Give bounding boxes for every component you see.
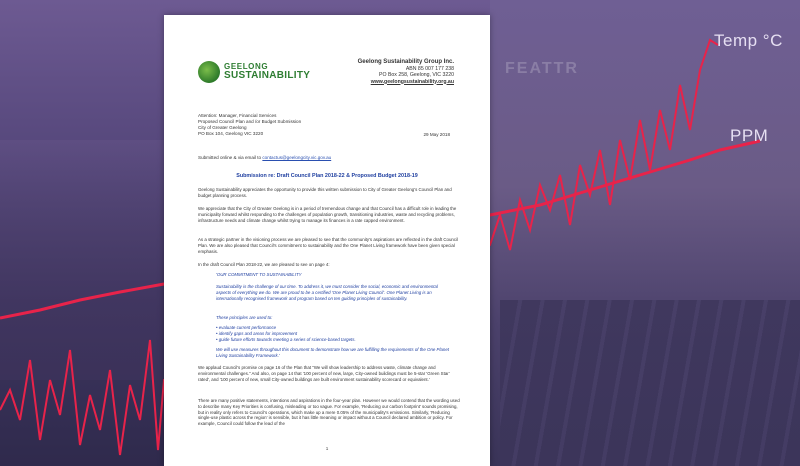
- address-line: Attention: Manager, Financial Services: [198, 113, 277, 118]
- body-paragraph: We applaud Council's promise on page 16 of the Plan that "We will show leadership to address waste, climate change and environmental challenges." And also, on page 14 that '100 percent of new, large, City-owned buildings must be 5-star 'Green Star' rated', and '100 percent of new, small City-owned buildings are built environment sustainability scorecard or equivalent.': [198, 365, 450, 382]
- logo-line2: SUSTAINABILITY: [224, 70, 311, 81]
- submitted-prefix: Submitted online & via email to: [198, 155, 263, 160]
- page-number: 1: [325, 446, 329, 451]
- submission-document: [164, 15, 490, 466]
- quote-closing: We will use measures throughout this document to demonstrate how we are fulfilling the requirements of the One Planet Living Sustainability Framework.': [216, 347, 449, 358]
- body-paragraph: In the draft Council Plan 2018-22, we are pleased to see on page 4:: [198, 262, 330, 267]
- temp-label: Temp °C: [714, 31, 783, 50]
- subject-heading: Submission re: Draft Council Plan 2018-22 & Proposed Budget 2018-19: [236, 173, 418, 179]
- letter-date: 29 May 2018: [423, 132, 450, 137]
- org-name: Geelong Sustainability Group Inc.: [357, 59, 454, 65]
- address-line: PO Box 104, Geelong VIC 3220: [198, 131, 264, 136]
- quote-bullet: • evaluate current performance: [216, 325, 277, 330]
- background-sign-text: FEATTR: [505, 60, 579, 77]
- globe-icon: [198, 61, 220, 83]
- quote-bullet: • identify gaps and areas for improvement: [216, 331, 298, 336]
- body-paragraph: Geelong Sustainability appreciates the opportunity to provide this written submission to City of Greater Geelong's Council Plan and budget planning process.: [198, 187, 452, 198]
- quote-heading: 'OUR COMMITMENT TO SUSTAINABILITY: [216, 272, 302, 277]
- quote-body: Sustainability is the challenge of our time. To address it, we must consider the social, economic and environmental aspects of everything we do. We are proud to be a certified 'One Planet Living Council'. One Planet Living is an internationally recognised framework and program based on ten guiding principles of sustainability.: [216, 284, 438, 301]
- org-po: PO Box 258, Geelong, VIC 3220: [379, 72, 454, 78]
- org-abn: ABN 85 007 177 238: [405, 65, 454, 72]
- geelong-sustainability-logo: [198, 61, 326, 85]
- quote-bullet: • guide future efforts towards meeting a series of science-based targets.: [216, 337, 356, 342]
- submitted-line: [198, 155, 331, 160]
- council-email-link[interactable]: contactus@geelongcity.vic.gov.au: [262, 155, 332, 160]
- org-details: [358, 59, 454, 85]
- body-paragraph: We appreciate that the City of Greater Geelong is in a period of tremendous change and that Council has a difficult role in leading the municipality forward whilst responding to the challenges of population growth, transitioning industries, waste and recycling problems, infrastructure needs and climate change whilst trying to manage its finances in a rate capped environment.: [198, 206, 457, 223]
- body-paragraph: As a strategic partner in the visioning process we are pleased to see that the community's aspirations are reflected in the draft Council Plan. We are also pleased that Council's commitment to sustainability and the One Planet Living framework have been given special emphasis.: [198, 237, 459, 254]
- address-line: City of Greater Geelong: [198, 125, 247, 130]
- logo-line1: GEELONG: [224, 62, 269, 71]
- ppm-label: PPM: [730, 126, 769, 145]
- recipient-address: [198, 113, 301, 137]
- address-line: Proposed Council Plan and /or Budget Submission: [198, 119, 302, 124]
- org-website-link[interactable]: www.geelongsustainability.org.au: [370, 78, 454, 85]
- body-paragraph: There are many positive statements, intentions and aspirations in the four-year plan. However we would contend that the wording used to describe many Key Priorities is confusing, misleading or too vague. For example, 'Reducing our carbon footprint' sounds promising, but in reality only refers to Council's operations, which make up a mere 0.05% of the municipality's emissions. Similarly, 'Reducing single-use plastic across the region' is sensible, but it has little meaning or impact without a Council declared ambition or policy. For example, Council could follow the lead of the: [198, 398, 460, 427]
- quote-principles-intro: These principles are used to:: [216, 315, 273, 320]
